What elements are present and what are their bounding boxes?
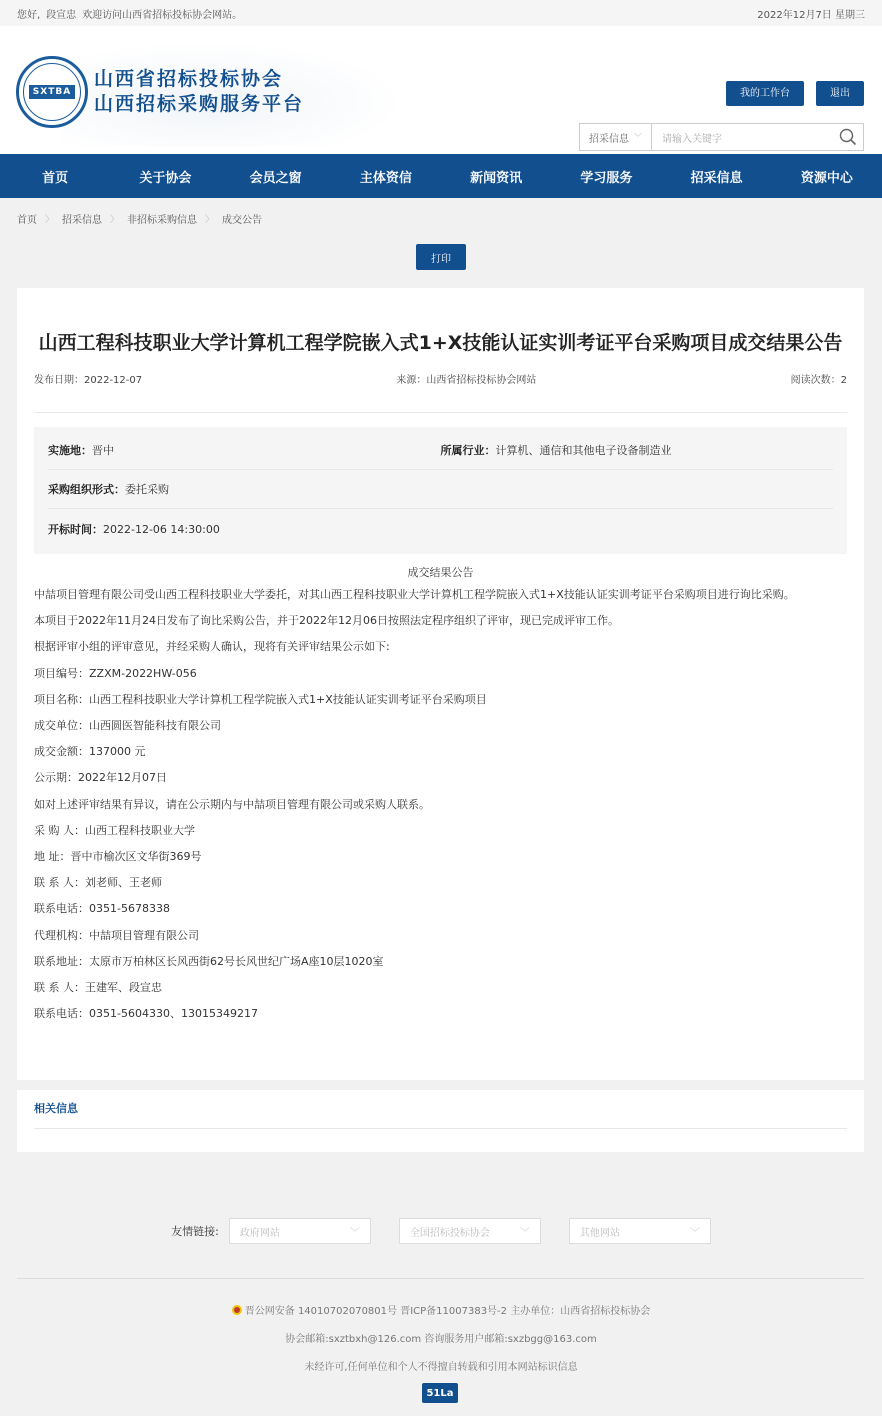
nav-item-credit[interactable]: 主体资信 [359,170,412,186]
footer-divider [17,1278,864,1279]
nav-item-home[interactable]: 首页 [42,170,69,186]
industry-field: 所属行业：计算机、通信和其他电子设备制造业 [440,444,672,457]
paragraph: 联系地址：太原市万柏林区长风西街62号长风世纪广场A座10层1020室 [34,954,384,968]
paragraph: 项目编号：ZZXM-2022HW-056 [34,666,197,680]
breadcrumb-current: 成交公告 [222,214,263,226]
paragraph: 联 系 人：王建军、段宣忠 [34,981,162,995]
org-form-field: 采购组织形式：委托采购 [48,483,169,496]
paragraph: 联 系 人：刘老师、王老师 [34,876,162,890]
username[interactable]: 段宣忠 [46,9,77,21]
breadcrumb [0,198,882,238]
nav-item-news[interactable]: 新闻资讯 [470,170,523,186]
search-icon[interactable] [833,124,863,150]
article-meta [34,371,847,413]
paragraph: 中喆项目管理有限公司受山西工程科技职业大学委托，对其山西工程科技职业大学计算机工程学院嵌入式1+X技能认证实训考证平台采购项目进行询比采购。 [34,588,795,601]
paragraph: 成交单位：山西圆医智能科技有限公司 [34,719,221,733]
article-body [34,582,847,1027]
friend-link-select-national[interactable]: 全国招标投标协会 ﹀ [399,1218,541,1244]
chevron-down-icon: ﹀ [519,1227,530,1239]
chevron-down-icon: ﹀ [349,1227,360,1239]
info-box [34,427,847,554]
top-bar [0,0,882,26]
logout-button[interactable]: 退出 [816,81,864,106]
main-nav [0,154,882,198]
paragraph: 成交金额：137000 元 [34,745,146,759]
paragraph: 联系电话：0351-5604330、13015349217 [34,1007,258,1021]
print-button[interactable]: 打印 [416,244,466,270]
site-header [0,26,882,154]
nav-item-about[interactable]: 关于协会 [139,170,192,186]
nav-item-learning[interactable]: 学习服务 [580,170,633,186]
paragraph: 公示期：2022年12月07日 [34,771,167,785]
footer-copyright: 未经许可,任何单位和个人不得擅自转载和引用本网站标识信息 [304,1362,578,1373]
chevron-down-icon: ﹀ [689,1227,700,1239]
date-display: 2022年12月7日 星期三 [757,9,865,21]
friend-link-select-gov[interactable]: 政府网站 ﹀ [229,1218,371,1244]
search-category-select[interactable]: 招采信息 ﹀ [580,124,652,150]
related-info-panel [17,1090,864,1152]
workbench-button[interactable]: 我的工作台 [726,81,804,106]
friend-link-select-other[interactable]: 其他网站 ﹀ [569,1218,711,1244]
nav-item-resources[interactable]: 资源中心 [800,170,853,186]
friend-links [0,1218,882,1244]
logo-subtitle: 山西招标采购服务平台 [94,93,305,115]
publish-date: 发布日期：2022-12-07 [34,375,143,386]
site-logo[interactable] [16,56,304,128]
paragraph: 项目名称：山西工程科技职业大学计算机工程学院嵌入式1+X技能认证实训考证平台采购项目 [34,692,487,706]
chevron-right-icon: 〉 [110,214,120,225]
paragraph: 本项目于2022年11月24日发布了询比采购公告，并于2022年12月06日按照法定程序组织了评审，现已完成评审工作。 [34,614,619,628]
stats-badge[interactable]: 51La [422,1383,458,1403]
article-panel [17,288,864,1080]
logo-emblem-icon: SXTBA [16,56,88,128]
paragraph: 联系电话：0351-5678338 [34,902,170,916]
paragraph: 地 址：晋中市榆次区文华街369号 [34,850,202,864]
nav-item-procurement[interactable]: 招采信息 [690,170,743,186]
friend-links-label: 友情链接: [171,1225,219,1238]
article-title: 山西工程科技职业大学计算机工程学院嵌入式1+X技能认证实训考证平台采购项目成交结果公告 [38,332,843,354]
chevron-right-icon: 〉 [205,214,215,225]
greeting: 您好, 段宣忠 欢迎访问山西省招标投标协会网站。 [17,9,243,21]
breadcrumb-procurement[interactable]: 招采信息 [62,214,103,226]
article-source: 来源：山西省招标投标协会网站 [396,375,537,386]
view-count: 阅读次数：2 [790,375,847,386]
nav-item-members[interactable]: 会员之窗 [249,170,302,186]
search-input[interactable]: 请输入关键字 [662,133,722,145]
body-title: 成交结果公告 [407,566,474,579]
chevron-down-icon: ﹀ [634,132,642,142]
paragraph: 如对上述评审结果有异议，请在公示期内与中喆项目管理有限公司或采购人联系。 [34,797,430,811]
breadcrumb-non-tender[interactable]: 非招标采购信息 [127,214,198,226]
open-time-field: 开标时间：2022-12-06 14:30:00 [48,522,220,536]
police-badge-icon [232,1305,242,1315]
location-field: 实施地：晋中 [48,444,114,457]
logo-title: 山西省招标投标协会 [94,68,284,90]
footer-icp: 晋公网安备 14010702070801号 晋ICP备11007383号-2 主办单位：山西省招标投标协会 [0,1302,882,1317]
paragraph: 代理机构：中喆项目管理有限公司 [34,928,199,942]
search-box [579,123,864,151]
chevron-right-icon: 〉 [45,214,55,225]
related-info-label: 相关信息 [34,1100,847,1129]
paragraph: 根据评审小组的评审意见，并经采购人确认，现将有关评审结果公示如下: [34,640,390,654]
footer-emails: 协会邮箱:sxztbxh@126.com 咨询服务用户邮箱:sxzbgg@163.com [285,1334,597,1345]
breadcrumb-home[interactable]: 首页 [17,214,37,226]
paragraph: 采 购 人：山西工程科技职业大学 [34,823,195,837]
